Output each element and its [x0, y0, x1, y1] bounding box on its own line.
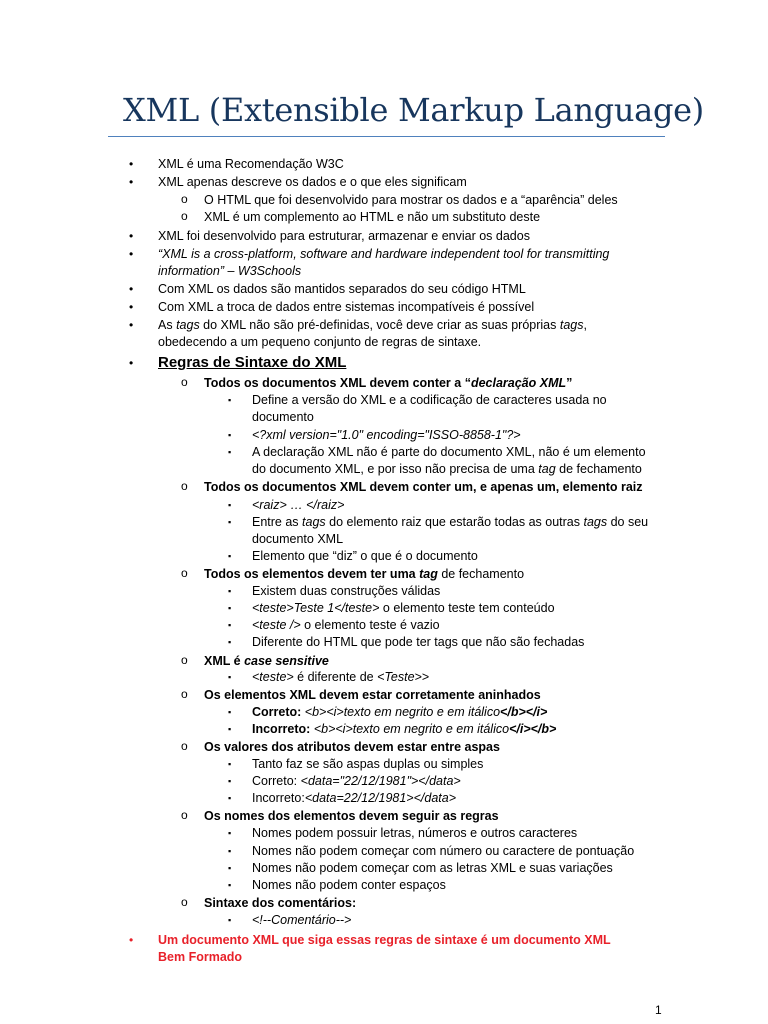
rule-detail-item	[228, 634, 662, 651]
quote-item-continued	[158, 263, 658, 280]
bullet-item	[129, 317, 658, 334]
title-underline	[108, 136, 665, 137]
square-bullet-marker: ▪	[228, 620, 232, 630]
rule-detail-text: Incorreto: <b><i>texto em negrito e em itálico</i></b>	[252, 722, 557, 736]
bullet-item	[129, 228, 658, 245]
bullet-text: XML foi desenvolvido para estruturar, armazenar e enviar os dados	[158, 229, 530, 243]
bullet-marker: •	[129, 356, 134, 370]
bullet-text: Com XML a troca de dados entre sistemas incompatíveis é possível	[158, 300, 535, 314]
square-bullet-marker: ▪	[228, 776, 232, 786]
rule-detail-text: documento	[252, 410, 314, 424]
rule-detail-item	[228, 427, 662, 444]
rule-detail-text: Diferente do HTML que pode ter tags que não são fechadas	[252, 635, 585, 649]
sub-bullet-marker: o	[181, 653, 188, 667]
rule-item	[181, 566, 664, 583]
bullet-marker: •	[129, 157, 134, 171]
rule-item	[181, 375, 664, 392]
sub-bullet-item	[181, 209, 664, 226]
square-bullet-marker: ▪	[228, 724, 232, 734]
sub-bullet-text: O HTML que foi desenvolvido para mostrar os dados e a “aparência” deles	[204, 193, 618, 207]
rule-detail-item	[228, 392, 662, 409]
square-bullet-marker: ▪	[228, 637, 232, 647]
square-bullet-marker: ▪	[228, 863, 232, 873]
sub-bullet-marker: o	[181, 192, 188, 206]
sub-bullet-marker: o	[181, 808, 188, 822]
bullet-item	[129, 156, 658, 173]
rule-text: Sintaxe dos comentários:	[204, 896, 357, 910]
rule-detail-text: Nomes não podem começar com as letras XML e suas variações	[252, 861, 613, 875]
rule-item	[181, 895, 664, 912]
rule-detail-item	[228, 704, 662, 721]
rule-detail-item	[228, 790, 662, 807]
bullet-text: obedecendo a um pequeno conjunto de regras de sintaxe.	[158, 335, 482, 349]
square-bullet-marker: ▪	[228, 759, 232, 769]
square-bullet-marker: ▪	[228, 430, 232, 440]
rule-detail-text: Nomes não podem conter espaços	[252, 878, 446, 892]
page-title: XML (Extensible Markup Language)	[123, 91, 704, 129]
rule-detail-item	[228, 877, 662, 894]
bullet-text: As tags do XML não são pré-definidas, você deve criar as suas próprias tags,	[158, 318, 587, 332]
bullet-marker: •	[129, 247, 134, 261]
bullet-marker: •	[129, 175, 134, 189]
conclusion-item	[129, 932, 658, 949]
rule-detail-continued	[252, 531, 662, 548]
sub-bullet-item	[181, 192, 664, 209]
rule-detail-text: Nomes não podem começar com número ou caractere de pontuação	[252, 844, 635, 858]
rule-detail-item	[228, 617, 662, 634]
rule-text: Os nomes dos elementos devem seguir as regras	[204, 809, 499, 823]
square-bullet-marker: ▪	[228, 793, 232, 803]
conclusion-item-continued	[158, 949, 658, 966]
rule-detail-item	[228, 600, 662, 617]
code-example: <raiz> … </raiz>	[252, 498, 345, 512]
sub-bullet-marker: o	[181, 895, 188, 909]
bullet-item-continued	[158, 334, 658, 351]
quote-text: “XML is a cross-platform, software and hardware independent tool for transmitting	[158, 247, 610, 261]
rule-detail-item	[228, 860, 662, 877]
rule-text: Os valores dos atributos devem estar entre aspas	[204, 740, 500, 754]
rule-detail-continued	[252, 409, 662, 426]
rule-text: XML é case sensitive	[204, 654, 329, 668]
rule-text: Todos os documentos XML devem conter um, e apenas um, elemento raiz	[204, 480, 643, 494]
rule-detail-text: Existem duas construções válidas	[252, 584, 441, 598]
rule-detail-item	[228, 669, 662, 686]
rule-detail-item	[228, 721, 662, 738]
rule-detail-item	[228, 825, 662, 842]
rule-item	[181, 479, 664, 496]
rule-detail-item	[228, 497, 662, 514]
rule-item	[181, 687, 664, 704]
conclusion-text: Um documento XML que siga essas regras de sintaxe é um documento XML	[158, 933, 611, 947]
rule-text: Todos os documentos XML devem conter a “declaração XML”	[204, 376, 573, 390]
square-bullet-marker: ▪	[228, 395, 232, 405]
rule-detail-item	[228, 548, 662, 565]
square-bullet-marker: ▪	[228, 915, 232, 925]
rule-detail-text: documento XML	[252, 532, 344, 546]
section-heading-item	[129, 354, 658, 372]
square-bullet-marker: ▪	[228, 828, 232, 838]
bullet-item	[129, 299, 658, 316]
section-heading: Regras de Sintaxe do XML	[158, 354, 347, 371]
rule-detail-text: <teste /> o elemento teste é vazio	[252, 618, 440, 632]
rule-detail-text: Elemento que “diz” o que é o documento	[252, 549, 478, 563]
sub-bullet-marker: o	[181, 375, 188, 389]
rule-detail-text: <teste> é diferente de <Teste>>	[252, 670, 430, 684]
square-bullet-marker: ▪	[228, 500, 232, 510]
bullet-marker: •	[129, 318, 134, 332]
rule-text: Todos os elementos devem ter uma tag de fechamento	[204, 567, 525, 581]
code-example: <!--Comentário-->	[252, 913, 352, 927]
sub-bullet-text: XML é um complemento ao HTML e não um substituto deste	[204, 210, 541, 224]
quote-item	[129, 246, 658, 263]
rule-detail-text: Correto: <data="22/12/1981"></data>	[252, 774, 461, 788]
rule-detail-item	[228, 756, 662, 773]
bullet-text: XML apenas descreve os dados e o que eles significam	[158, 175, 467, 189]
rule-detail-item	[228, 583, 662, 600]
rule-detail-item	[228, 843, 662, 860]
square-bullet-marker: ▪	[228, 880, 232, 890]
sub-bullet-marker: o	[181, 739, 188, 753]
rule-item	[181, 653, 664, 670]
sub-bullet-marker: o	[181, 479, 188, 493]
square-bullet-marker: ▪	[228, 672, 232, 682]
bullet-marker: •	[129, 282, 134, 296]
rule-detail-item	[228, 444, 662, 461]
quote-text: information” – W3Schools	[158, 264, 302, 278]
sub-bullet-marker: o	[181, 566, 188, 580]
rule-detail-text: A declaração XML não é parte do documento XML, não é um elemento	[252, 445, 646, 459]
bullet-marker: •	[129, 933, 134, 947]
rule-detail-item	[228, 912, 662, 929]
page-number: 1	[655, 1003, 662, 1017]
conclusion-text: Bem Formado	[158, 950, 243, 964]
square-bullet-marker: ▪	[228, 707, 232, 717]
rule-detail-text: Incorreto:<data=22/12/1981></data>	[252, 791, 457, 805]
rule-detail-item	[228, 773, 662, 790]
square-bullet-marker: ▪	[228, 447, 232, 457]
bullet-text: XML é uma Recomendação W3C	[158, 157, 344, 171]
rule-detail-text: Entre as tags do elemento raiz que estarão todas as outras tags do seu	[252, 515, 649, 529]
sub-bullet-marker: o	[181, 209, 188, 223]
code-example: <?xml version="1.0" encoding="ISSO-8858-1"?>	[252, 428, 521, 442]
rule-detail-text: Correto: <b><i>texto em negrito e em itálico</b></i>	[252, 705, 548, 719]
rule-text: Os elementos XML devem estar corretamente aninhados	[204, 688, 541, 702]
bullet-item	[129, 174, 658, 191]
square-bullet-marker: ▪	[228, 603, 232, 613]
square-bullet-marker: ▪	[228, 517, 232, 527]
square-bullet-marker: ▪	[228, 551, 232, 561]
rule-item	[181, 739, 664, 756]
rule-detail-text: Tanto faz se são aspas duplas ou simples	[252, 757, 484, 771]
rule-detail-text: do documento XML, e por isso não precisa de uma tag de fechamento	[252, 462, 642, 476]
rule-detail-continued	[252, 461, 662, 478]
bullet-text: Com XML os dados são mantidos separados do seu código HTML	[158, 282, 526, 296]
square-bullet-marker: ▪	[228, 586, 232, 596]
sub-bullet-marker: o	[181, 687, 188, 701]
bullet-item	[129, 281, 658, 298]
square-bullet-marker: ▪	[228, 846, 232, 856]
rule-item	[181, 808, 664, 825]
rule-detail-text: Nomes podem possuir letras, números e outros caracteres	[252, 826, 578, 840]
bullet-marker: •	[129, 300, 134, 314]
rule-detail-text: <teste>Teste 1</teste> o elemento teste tem conteúdo	[252, 601, 555, 615]
rule-detail-item	[228, 514, 662, 531]
bullet-marker: •	[129, 229, 134, 243]
rule-detail-text: Define a versão do XML e a codificação de caracteres usada no	[252, 393, 607, 407]
